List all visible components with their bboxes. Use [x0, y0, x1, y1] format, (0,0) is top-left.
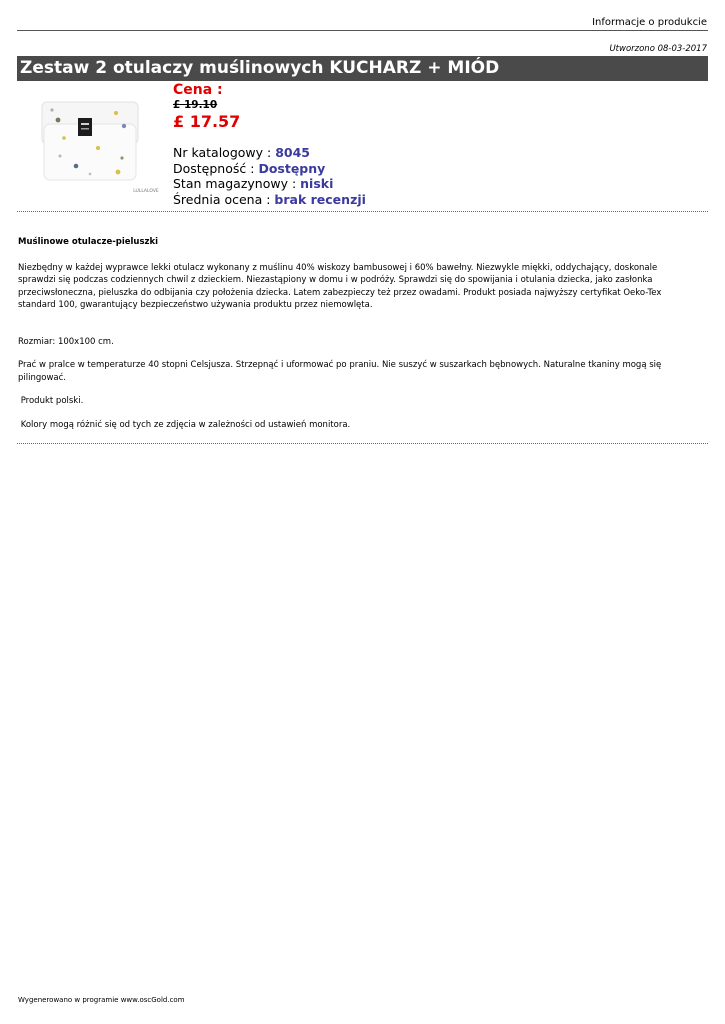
spec-value: 8045: [275, 145, 310, 160]
spec-label: Stan magazynowy :: [173, 176, 297, 191]
description-paragraph: Rozmiar: 100x100 cm.: [18, 336, 114, 347]
description-heading: Muślinowe otulacze-pieluszki: [18, 237, 159, 247]
footer-text: Wygenerowano w programie www.oscGold.com: [18, 996, 185, 1004]
product-photo-icon: [20, 86, 165, 198]
old-price: £ 19.10: [173, 99, 218, 111]
spec-value: niski: [300, 176, 334, 191]
header-divider: [17, 30, 708, 31]
spec-availability: [173, 161, 366, 177]
created-date: Utworzono 08-03-2017: [609, 44, 707, 54]
spec-stock-level: [173, 176, 366, 192]
spec-value: brak recenzji: [274, 191, 366, 207]
price-label: Cena :: [173, 82, 223, 98]
spec-list: [173, 145, 366, 207]
spec-label: Średnia ocena :: [173, 191, 271, 207]
spec-value: Dostępny: [258, 160, 326, 176]
new-price: £ 17.57: [173, 112, 241, 131]
product-title: Zestaw 2 otulaczy muślinowych KUCHARZ + MIÓD: [17, 56, 708, 81]
section-divider: [17, 211, 708, 212]
description-paragraph: Prać w pralce w temperaturze 40 stopni Celsjusza. Strzepnąć i uformować po praniu. Nie suszyć w suszarkach bębnowych. Naturalne tkaniny mogą się pilingować.: [18, 360, 662, 383]
spec-label: Nr katalogowy :: [173, 145, 272, 160]
price-block: [173, 82, 240, 132]
description-paragraph: Niezbędny w każdej wyprawce lekki otulacz wykonany z muślinu 40% wiskozy bambusowej i 60% bawełny. Niezwykle miękki, oddychający, doskonale sprawdzi się podczas codziennych chwil z dzieckiem. Niezastąpiony w domu i w podróży. Sprawdzi się do spowijania i otulania dziecka, jako zasłonka przeciwsłoneczna, pieluszka do odbijania czy położenia dziecka. Latem zabezpieczy też przez owadami. Produkt posiada najwyższy certyfikat Oeko-Tex standard 100, gwarantujący bezpieczeństwo używania produktu przez niemowlęta.: [18, 262, 662, 310]
spec-label: Dostępność :: [173, 160, 255, 176]
header-label: Informacje o produkcie: [592, 17, 707, 28]
product-description: [18, 236, 688, 431]
brand-logo-text: LULLALOVE: [133, 189, 159, 194]
section-divider: [17, 443, 708, 444]
spec-average-rating: [173, 192, 366, 208]
spec-catalog-number: [173, 145, 366, 161]
description-paragraph: Produkt polski.: [18, 396, 84, 406]
description-paragraph: Kolory mogą różnić się od tych ze zdjęcia w zależności od ustawień monitora.: [18, 419, 351, 430]
